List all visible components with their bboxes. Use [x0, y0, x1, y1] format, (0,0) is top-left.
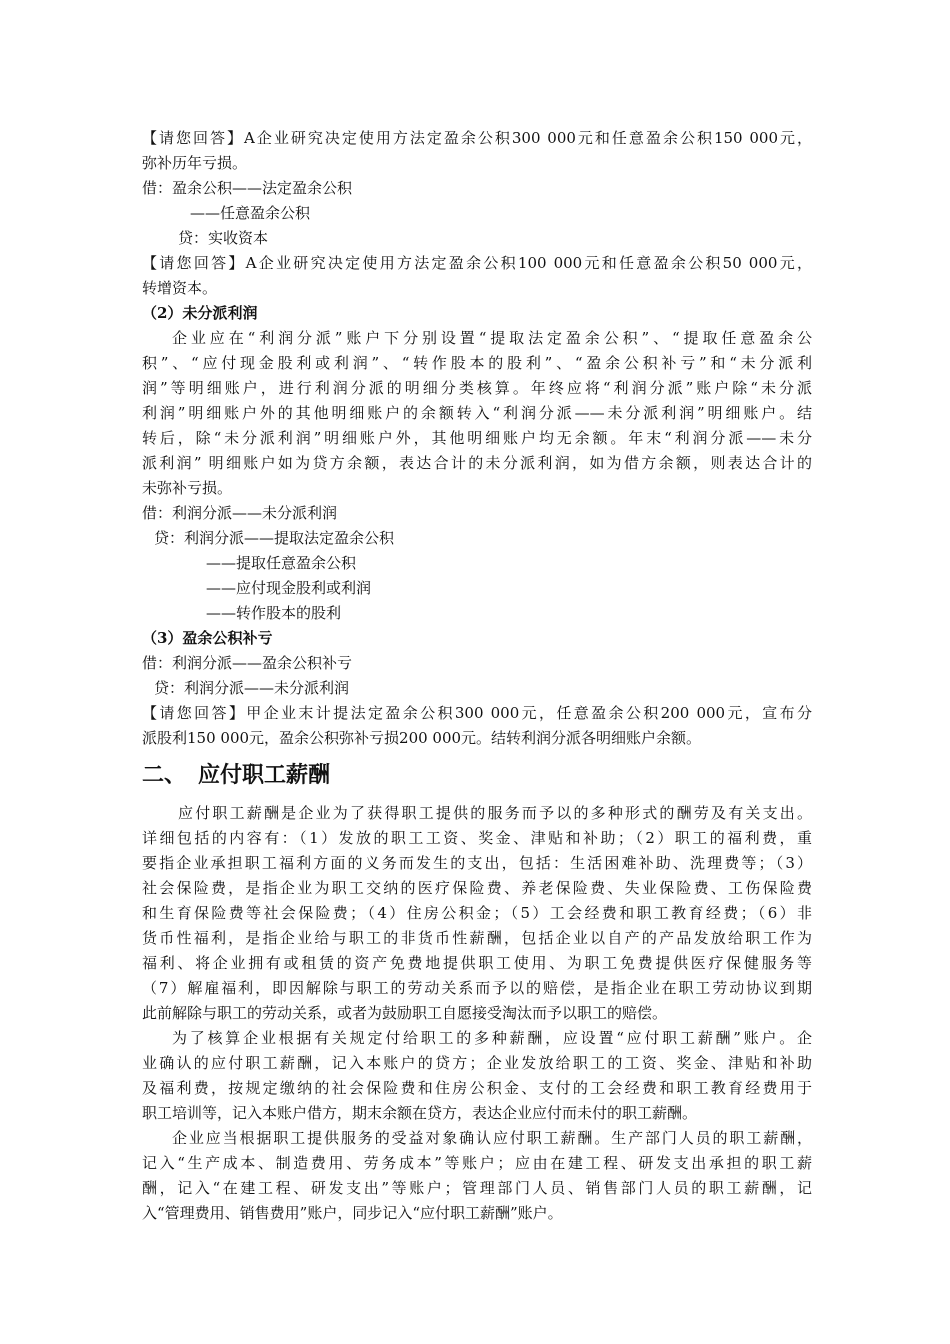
paragraph-line: 企业应当根据职工提供服务的受益对象确认应付职工薪酬。生产部门人员的职工薪酬，: [172, 1129, 812, 1147]
paragraph-line: 应付职工薪酬是企业为了获得职工提供的服务而予以的多种形式的酬劳及有关支出。: [178, 804, 812, 822]
subsection-title: （2）未分派利润: [142, 304, 258, 322]
journal-entry-line: 贷：实收资本: [178, 229, 269, 247]
journal-entry-line: 借：盈余公积——法定盈余公积: [142, 179, 353, 197]
journal-entry-line: 借：利润分派——未分派利润: [142, 504, 338, 522]
section-heading: [142, 751, 812, 801]
paragraph-line: 转后，除“未分派利润”明细账户外，其他明细账户均无余额。年末“利润分派——未分: [142, 429, 812, 447]
journal-entry-line: 贷：利润分派——未分派利润: [154, 679, 350, 697]
journal-entry-line: 借：利润分派——盈余公积补亏: [142, 654, 353, 672]
paragraph-line: 及福利费，按规定缴纳的社会保险费和住房公积金、支付的工会经费和职工教育经费用于: [142, 1079, 812, 1097]
paragraph-line: 详细包括的内容有：（1）发放的职工工资、奖金、津贴和补助；（2）职工的福利费，重: [142, 829, 812, 847]
paragraph-line: 职工培训等，记入本账户借方，期末余额在贷方，表达企业应付而未付的职工薪酬。: [142, 1104, 698, 1122]
question-text: 转增资本。: [142, 279, 218, 297]
paragraph-line: 未弥补亏损。: [142, 479, 233, 497]
paragraph-line: 福利、将企业拥有或租赁的资产免费地提供职工使用、为职工免费提供医疗保健服务等: [142, 954, 812, 972]
question-text: 【请您回答】A企业研究决定使用方法定盈余公积300 000元和任意盈余公积150 000元，: [142, 129, 812, 147]
journal-entry-line: ——提取任意盈余公积: [206, 554, 357, 572]
question-text: 【请您回答】A企业研究决定使用方法定盈余公积100 000元和任意盈余公积50 000元，: [142, 254, 812, 272]
paragraph-line: 和生育保险费等社会保险费；（4）住房公积金；（5）工会经费和职工教育经费；（6）非: [142, 904, 812, 922]
paragraph-line: 货币性福利，是指企业给与职工的非货币性薪酬，包括企业以自产的产品发放给职工作为: [142, 929, 812, 947]
section-number: 二、: [142, 763, 187, 788]
paragraph-line: 酬，记入“在建工程、研发支出”等账户；管理部门人员、销售部门人员的职工薪酬，记: [142, 1179, 812, 1197]
question-text: 派股利150 000元，盈余公积弥补亏损200 000元。结转利润分派各明细账户余额。: [142, 729, 702, 747]
section-title: 应付职工薪酬: [198, 763, 331, 788]
question-text: 弥补历年亏损。: [142, 154, 248, 172]
paragraph-line: 社会保险费，是指企业为职工交纳的医疗保险费、养老保险费、失业保险费、工伤保险费: [142, 879, 812, 897]
paragraph-line: 要指企业承担职工福利方面的义务而发生的支出，包括：生活困难补助、洗理费等；（3）: [142, 854, 812, 872]
paragraph-line: 入“管理费用、销售费用”账户，同步记入“应付职工薪酬”账户。: [142, 1204, 563, 1222]
question-text: 【请您回答】甲企业末计提法定盈余公积300 000元，任意盈余公积200 000元，宣布分: [142, 704, 812, 722]
paragraph-line: 积”、“应付现金股利或利润”、“转作股本的股利”、“盈余公积补亏”和“未分派利: [142, 354, 812, 372]
journal-entry-line: ——应付现金股利或利润: [206, 579, 372, 597]
paragraph-line: 派利润” 明细账户如为贷方余额，表达合计的未分派利润，如为借方余额，则表达合计的: [142, 454, 812, 472]
paragraph-line: 业确认的应付职工薪酬，记入本账户的贷方；企业发放给职工的工资、奖金、津贴和补助: [142, 1054, 812, 1072]
document-body: [142, 126, 812, 1226]
journal-entry-line: ——任意盈余公积: [190, 204, 311, 222]
paragraph-line: 为了核算企业根据有关规定付给职工的多种薪酬，应设置“应付职工薪酬”账户。企: [172, 1029, 812, 1047]
paragraph-line: 此前解除与职工的劳动关系，或者为鼓励职工自愿接受淘汰而予以职工的赔偿。: [142, 1004, 668, 1022]
paragraph-line: 企业应在“利润分派”账户下分别设置“提取法定盈余公积”、“提取任意盈余公: [172, 329, 812, 347]
journal-entry-line: 贷：利润分派——提取法定盈余公积: [154, 529, 395, 547]
paragraph-line: 利润”明细账户外的其他明细账户的余额转入“利润分派——未分派利润”明细账户。结: [142, 404, 812, 422]
journal-entry-line: ——转作股本的股利: [206, 604, 342, 622]
paragraph-line: 润”等明细账户，进行利润分派的明细分类核算。年终应将“利润分派”账户除“未分派: [142, 379, 812, 397]
subsection-title: （3）盈余公积补亏: [142, 629, 273, 647]
paragraph-line: （7）解雇福利，即因解除与职工的劳动关系而予以的赔偿，是指企业在职工劳动协议到期: [142, 979, 812, 997]
paragraph-line: 记入“生产成本、制造费用、劳务成本”等账户；应由在建工程、研发支出承担的职工薪: [142, 1154, 812, 1172]
